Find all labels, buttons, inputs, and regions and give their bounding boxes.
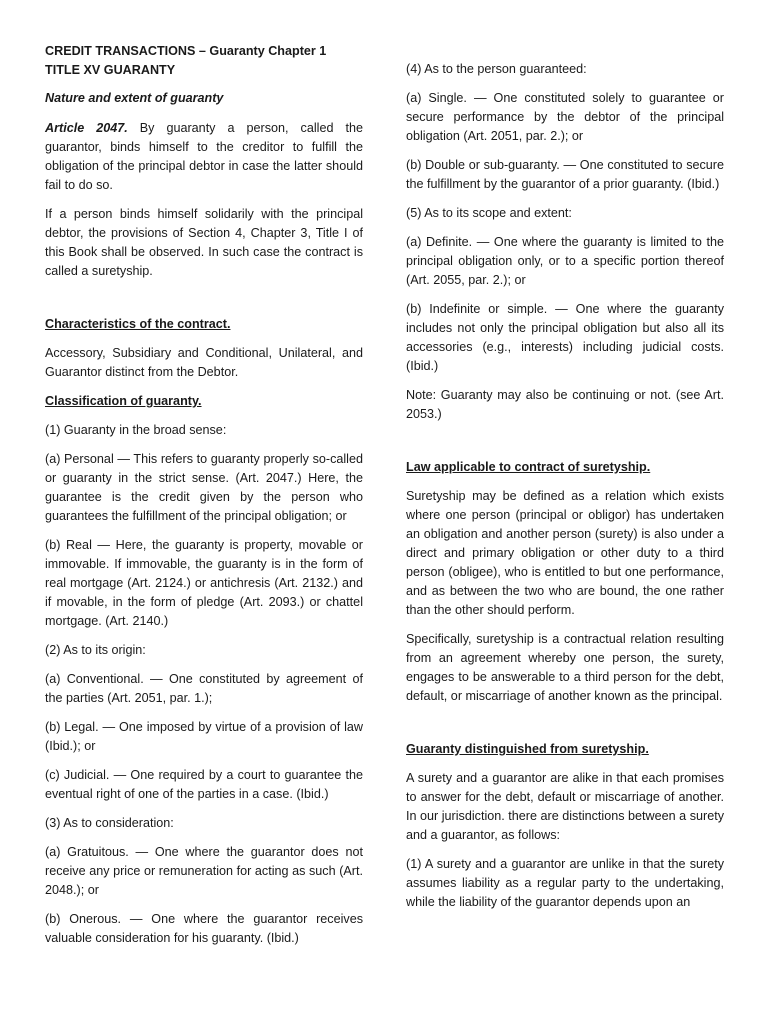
law-applicable-heading: Law applicable to contract of suretyship.	[406, 460, 651, 474]
definite-item: (a) Definite. — One where the guaranty is limited to the principal obligation only, or to a specific portion thereof (Art. 2055, par. 2.); or	[406, 235, 724, 287]
suretyship-definition: Suretyship may be defined as a relation which exists where one person (principal or obligor) has undertaken an obligation and another person (surety) is also under a direct and primary obligation or other duty to a third person (obligee), who is entitled to but one performance, and as between the two who are bound, the one rather than the other should perform.	[406, 489, 724, 617]
unlike-paragraph: (1) A surety and a guarantor are unlike in that the surety assumes liability as a regular party to the undertaking, while the liability of the guarantor depends upon an	[406, 857, 724, 909]
legal-item: (b) Legal. — One imposed by virtue of a provision of law (Ibid.); or	[45, 720, 363, 753]
classification-heading: Classification of guaranty.	[45, 394, 202, 408]
characteristics-heading: Characteristics of the contract.	[45, 317, 231, 331]
personal-item: (a) Personal — This refers to guaranty properly so-called or guaranty in the strict sense. (Art. 2047.) Here, the guarantee is the credit given by the person who guarantees the fulfillment of the principal obligation; or	[45, 452, 363, 523]
article-label: Article 2047.	[45, 121, 128, 135]
double-item: (b) Double or sub-guaranty. — One constituted to secure the fulfillment by the guarantor of a prior guaranty. (Ibid.)	[406, 158, 724, 191]
article-2047-paragraph	[45, 119, 363, 195]
judicial-item: (c) Judicial. — One required by a court to guarantee the eventual right of one of the parties in a case. (Ibid.)	[45, 768, 363, 801]
conventional-item: (a) Conventional. — One constituted by agreement of the parties (Art. 2051, par. 1.);	[45, 672, 363, 705]
distinguished-heading: Guaranty distinguished from suretyship.	[406, 742, 649, 756]
broad-sense-item: (1) Guaranty in the broad sense:	[45, 423, 227, 437]
consideration-item: (3) As to consideration:	[45, 816, 174, 830]
document-header-line1: CREDIT TRANSACTIONS – Guaranty Chapter 1	[45, 44, 327, 58]
scope-item: (5) As to its scope and extent:	[406, 206, 572, 220]
characteristics-paragraph: Accessory, Subsidiary and Conditional, Unilateral, and Guarantor distinct from the Debtor.	[45, 346, 363, 379]
person-guaranteed-item: (4) As to the person guaranteed:	[406, 62, 587, 76]
left-column	[45, 42, 363, 958]
nature-heading: Nature and extent of guaranty	[45, 91, 224, 105]
gratuitous-item: (a) Gratuitous. — One where the guarantor does not receive any price or remuneration for acting as such (Art. 2048.); or	[45, 845, 363, 897]
solidarily-paragraph: If a person binds himself solidarily with the principal debtor, the provisions of Section 4, Chapter 3, Title I of this Book shall be observed. In such case the contract is called a suretyship.	[45, 207, 363, 278]
single-item: (a) Single. — One constituted solely to guarantee or secure performance by the debtor of the principal obligation (Art. 2051, par. 2.); or	[406, 91, 724, 143]
article-text: By guaranty a person, called the guarantor, binds himself to the creditor to fulfill the obligation of the principal debtor in case the latter should fail to do so.	[45, 121, 363, 192]
onerous-item: (b) Onerous. — One where the guarantor receives valuable consideration for his guaranty. (Ibid.)	[45, 912, 363, 945]
real-item: (b) Real — Here, the guaranty is property, movable or immovable. If immovable, the guaranty is in the form of real mortgage (Art. 2124.) or antichresis (Art. 2132.) and if movable, in the form of pledge (Art. 2093.) or chattel mortgage. (Art. 2140.)	[45, 538, 363, 628]
suretyship-specifically: Specifically, suretyship is a contractual relation resulting from an agreement whereby one person, the surety, engages to be answerable to a third person for the debt, default, or miscarriage of another known as the principal.	[406, 632, 724, 703]
continuing-note: Note: Guaranty may also be continuing or not. (see Art. 2053.)	[406, 388, 724, 421]
right-column	[406, 60, 724, 922]
document-header-line2: TITLE XV GUARANTY	[45, 63, 176, 77]
indefinite-item: (b) Indefinite or simple. — One where the guaranty includes not only the principal obligation but also all its accessories (e.g., interests) including judicial costs. (Ibid.)	[406, 302, 724, 373]
origin-item: (2) As to its origin:	[45, 643, 146, 657]
alike-paragraph: A surety and a guarantor are alike in that each promises to answer for the debt, default or miscarriage of another. In our jurisdiction. there are distinctions between a surety and a guarantor, as follows:	[406, 771, 724, 842]
